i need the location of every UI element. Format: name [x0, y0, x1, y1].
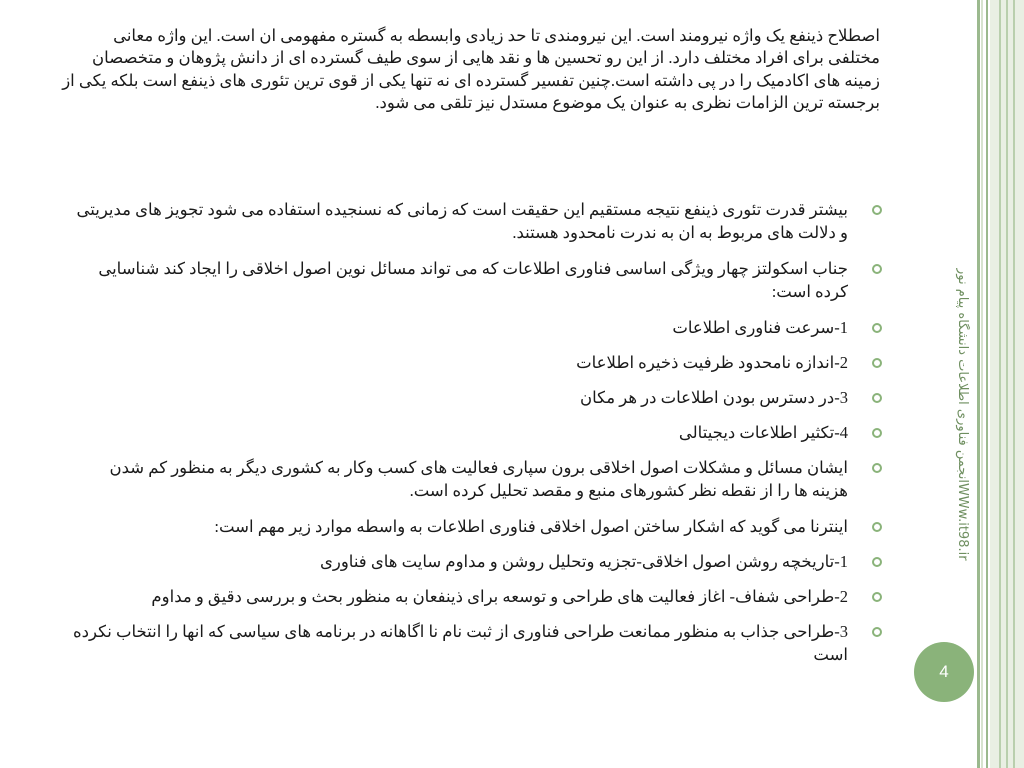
- border-stripe: [1006, 0, 1008, 768]
- border-stripe: [999, 0, 1001, 768]
- border-stripe: [977, 0, 980, 768]
- border-stripe: [1013, 0, 1015, 768]
- page-number-badge: 4: [914, 642, 974, 702]
- bullet-ring-icon: [872, 264, 882, 274]
- slide-footer: WWw.it98.irانجمن فناوری اطلاعات دانشگاه پیام نور: [955, 268, 970, 561]
- bullet-text: 3-در دسترس بودن اطلاعات در هر مکان: [580, 388, 848, 407]
- bullet-text: 1-سرعت فناوری اطلاعات: [672, 318, 848, 337]
- bullet-text: بیشتر قدرت تئوری ذینفع نتیجه مستقیم این حقیقت است که زمانی که نسنجیده استفاده می شود تجویز های مدیریتی و دلالت های مربوط به ان به ندرت نامحدود هستند.: [76, 200, 848, 242]
- bullet-item: [70, 620, 882, 666]
- bullet-text: ایشان مسائل و مشکلات اصول اخلاقی برون سپاری فعالیت های کسب وکار به کشوری دیگر به منظور کم شدن هزینه ها را از نقطه نظر کشورهای منبع و مقصد تحلیل کرده است.: [109, 458, 848, 500]
- bullet-ring-icon: [872, 522, 882, 532]
- bullet-ring-icon: [872, 627, 882, 637]
- bullet-text: اینترنا می گوید که اشکار ساختن اصول اخلاقی فناوری اطلاعات به واسطه موارد زیر مهم است:: [214, 517, 848, 536]
- bullet-text: 2-اندازه نامحدود ظرفیت ذخیره اطلاعات: [576, 353, 848, 372]
- bullet-item: [70, 421, 882, 444]
- bullet-item: [70, 351, 882, 374]
- bullet-ring-icon: [872, 358, 882, 368]
- bullet-ring-icon: [872, 557, 882, 567]
- bullet-ring-icon: [872, 592, 882, 602]
- bullet-ring-icon: [872, 463, 882, 473]
- bullet-text: جناب اسکولتز چهار ویژگی اساسی فناوری اطلاعات که می تواند مسائل نوین اصول اخلاقی را ایجاد کند شناسایی کرده است:: [98, 259, 848, 301]
- bullet-item: [70, 456, 882, 502]
- intro-paragraph: اصطلاح ذینفع یک واژه نیرومند است. این نیرومندی تا حد زیادی وابسطه به گستره مفهومی ان است. این واژه معانی مختلفی برای افراد مختلف دارد. از این رو تحسین ها و نقد هایی از سوی طیف گسترده ای از دانش پژوهان و متخصصان زمینه های اکادمیک را در پی داشته است.چنین تفسیر گسترده ای نه تنها یکی از قوی ترین تئوری های ذینفع است بلکه یکی از برجسته ترین الزامات نظری به عنوان یک موضوع مستدل نیز تلقی می شود.: [62, 25, 880, 112]
- bullet-item: [70, 585, 882, 608]
- border-stripe: [981, 0, 983, 768]
- bullet-item: [70, 550, 882, 573]
- bullet-item: [70, 257, 882, 303]
- bullet-text: 2-طراحی شفاف- اغاز فعالیت های طراحی و توسعه برای ذینفعان به منظور بحث و بررسی دقیق و مداوم: [151, 587, 848, 606]
- bullet-text: 3-طراحی جذاب به منظور ممانعت طراحی فناوری از ثبت نام نا اگاهانه در برنامه های سیاسی که انها را انتخاب نکرده است: [73, 622, 848, 664]
- bullet-item: [70, 515, 882, 538]
- bullet-text: 4-تکثیر اطلاعات دیجیتالی: [678, 423, 848, 442]
- bullet-ring-icon: [872, 205, 882, 215]
- bullet-item: [70, 316, 882, 339]
- bullet-ring-icon: [872, 428, 882, 438]
- border-stripe: [986, 0, 988, 768]
- bullet-ring-icon: [872, 323, 882, 333]
- bullet-item: [70, 386, 882, 409]
- bullet-ring-icon: [872, 393, 882, 403]
- bullet-list: [70, 198, 882, 679]
- bullet-item: [70, 198, 882, 244]
- bullet-text: 1-تاریخچه روشن اصول اخلاقی-تجزیه وتحلیل روشن و مداوم سایت های فناوری: [319, 552, 848, 571]
